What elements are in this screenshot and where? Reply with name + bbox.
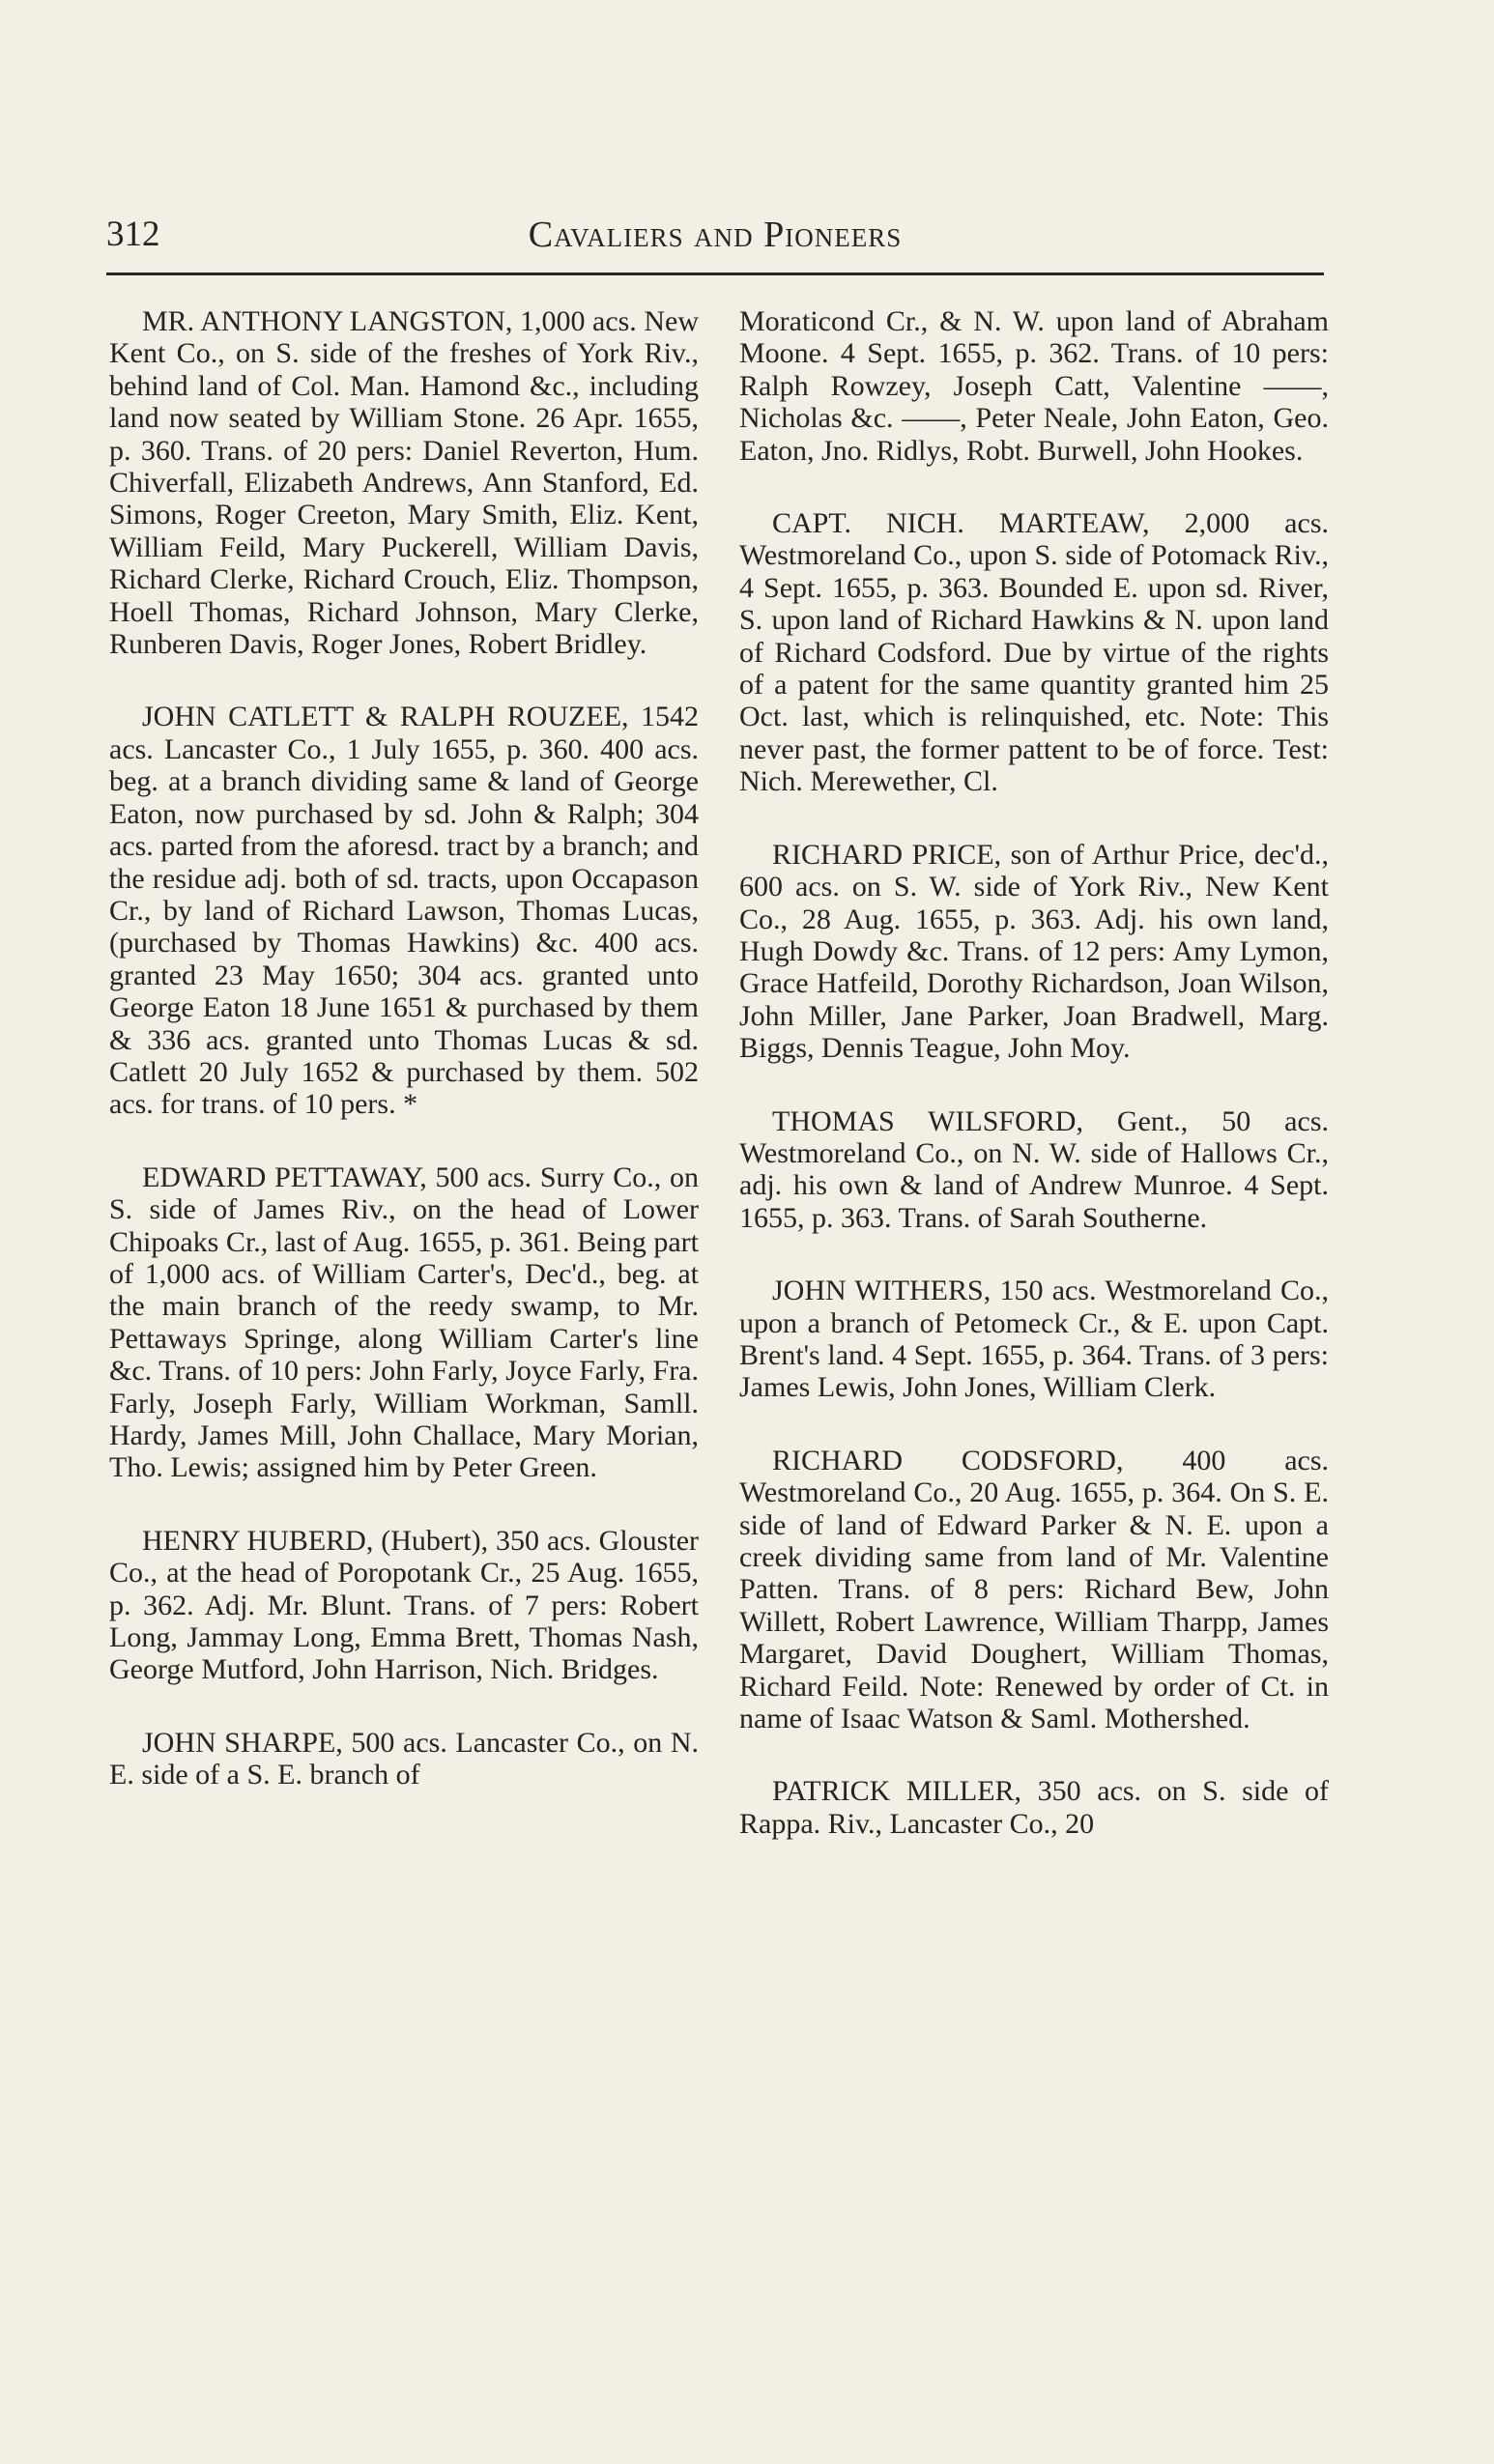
land-patent-entry: PATRICK MILLER, 350 acs. on S. side of Rappa. Riv., Lancaster Co., 20: [739, 1775, 1329, 1840]
page-number: 312: [106, 215, 160, 254]
land-patent-entry: RICHARD PRICE, son of Arthur Price, dec'd., 600 acs. on S. W. side of York Riv., New Kent Co., 28 Aug. 1655, p. 363. Adj. his own land, Hugh Dowdy &c. Trans. of 12 pers: Amy Lymon, Grace Hatfeild, Dorothy Richardson, Joan Wilson, John Miller, Jane Parker, Joan Bradwell, Marg. Biggs, Dennis Teague, John Moy.: [739, 838, 1329, 1065]
land-patent-entry: MR. ANTHONY LANGSTON, 1,000 acs. New Kent Co., on S. side of the freshes of York Riv., behind land of Col. Man. Hamond &c., including land now seated by William Stone. 26 Apr. 1655, p. 360. Trans. of 20 pers: Daniel Reverton, Hum. Chiverfall, Elizabeth Andrews, Ann Stanford, Ed. Simons, Roger Creeton, Mary Smith, Eliz. Kent, William Feild, Mary Puckerell, William Davis, Richard Clerke, Richard Crouch, Eliz. Thompson, Hoell Thomas, Richard Johnson, Mary Clerke, Runberen Davis, Roger Jones, Robert Bridley.: [109, 305, 699, 661]
page-header: [106, 211, 1324, 259]
land-patent-entry: EDWARD PETTAWAY, 500 acs. Surry Co., on S. side of James Riv., on the head of Lower Chipoaks Cr., last of Aug. 1655, p. 361. Being part of 1,000 acs. of William Carter's, Dec'd., beg. at the main branch of the reedy swamp, to Mr. Pettaways Springe, along William Carter's line &c. Trans. of 10 pers: John Farly, Joyce Farly, Fra. Farly, Joseph Farly, William Workman, Samll. Hardy, James Mill, John Challace, Mary Morian, Tho. Lewis; assigned him by Peter Green.: [109, 1160, 699, 1484]
land-patent-entry-continued: Moraticond Cr., & N. W. upon land of Abraham Moone. 4 Sept. 1655, p. 362. Trans. of 10 pers: Ralph Rowzey, Joseph Catt, Valentine ——, Nicholas &c. ——, Peter Neale, John Eaton, Geo. Eaton, Jno. Ridlys, Robt. Burwell, John Hookes.: [739, 305, 1329, 467]
land-patent-entry: HENRY HUBERD, (Hubert), 350 acs. Glouster Co., at the head of Poropotank Cr., 25 Aug. 1655, p. 362. Adj. Mr. Blunt. Trans. of 7 pers: Robert Long, Jammay Long, Emma Brett, Thomas Nash, George Mutford, John Harrison, Nich. Bridges.: [109, 1524, 699, 1686]
land-patent-entry: RICHARD CODSFORD, 400 acs. Westmoreland Co., 20 Aug. 1655, p. 364. On S. E. side of land of Edward Parker & N. E. upon a creek dividing same from land of Mr. Valentine Patten. Trans. of 8 pers: Richard Bew, John Willett, Robert Lawrence, William Tharpp, James Margaret, David Doughert, William Thomas, Richard Feild. Note: Renewed by order of Ct. in name of Isaac Watson & Saml. Mothershed.: [739, 1444, 1329, 1735]
land-patent-entry: CAPT. NICH. MARTEAW, 2,000 acs. Westmoreland Co., upon S. side of Potomack Riv., 4 Sept. 1655, p. 363. Bounded E. upon sd. River, S. upon land of Richard Hawkins & N. upon land of Richard Codsford. Due by virtue of the rights of a patent for the same quantity granted him 25 Oct. last, which is relinquished, etc. Note: This never past, the former pattent to be of force. Test: Nich. Merewether, Cl.: [739, 507, 1329, 798]
running-title: Cavaliers and Pioneers: [528, 215, 903, 255]
land-patent-entry: JOHN SHARPE, 500 acs. Lancaster Co., on N. E. side of a S. E. branch of: [109, 1726, 699, 1791]
land-patent-entry: JOHN WITHERS, 150 acs. Westmoreland Co., upon a branch of Petomeck Cr., & E. upon Capt. Brent's land. 4 Sept. 1655, p. 364. Trans. of 3 pers: James Lewis, John Jones, William Clerk.: [739, 1275, 1329, 1404]
land-patent-entry: JOHN CATLETT & RALPH ROUZEE, 1542 acs. Lancaster Co., 1 July 1655, p. 360. 400 acs. beg. at a branch dividing same & land of George Eaton, now purchased by sd. John & Ralph; 304 acs. parted from the aforesd. tract by a branch; and the residue adj. both of sd. tracts, upon Occapason Cr., by land of Richard Lawson, Thomas Lucas, (purchased by Thomas Hawkins) &c. 400 acs. granted 23 May 1650; 304 acs. granted unto George Eaton 18 June 1651 & purchased by them & 336 acs. granted unto Thomas Lucas & sd. Catlett 20 July 1652 & purchased by them. 502 acs. for trans. of 10 pers. *: [109, 701, 699, 1121]
header-rule: [106, 272, 1324, 275]
right-column: [739, 305, 1329, 1840]
left-column: [109, 305, 699, 1791]
land-patent-entry: THOMAS WILSFORD, Gent., 50 acs. Westmoreland Co., on N. W. side of Hallows Cr., adj. his own & land of Andrew Munroe. 4 Sept. 1655, p. 363. Trans. of Sarah Southerne.: [739, 1104, 1329, 1234]
